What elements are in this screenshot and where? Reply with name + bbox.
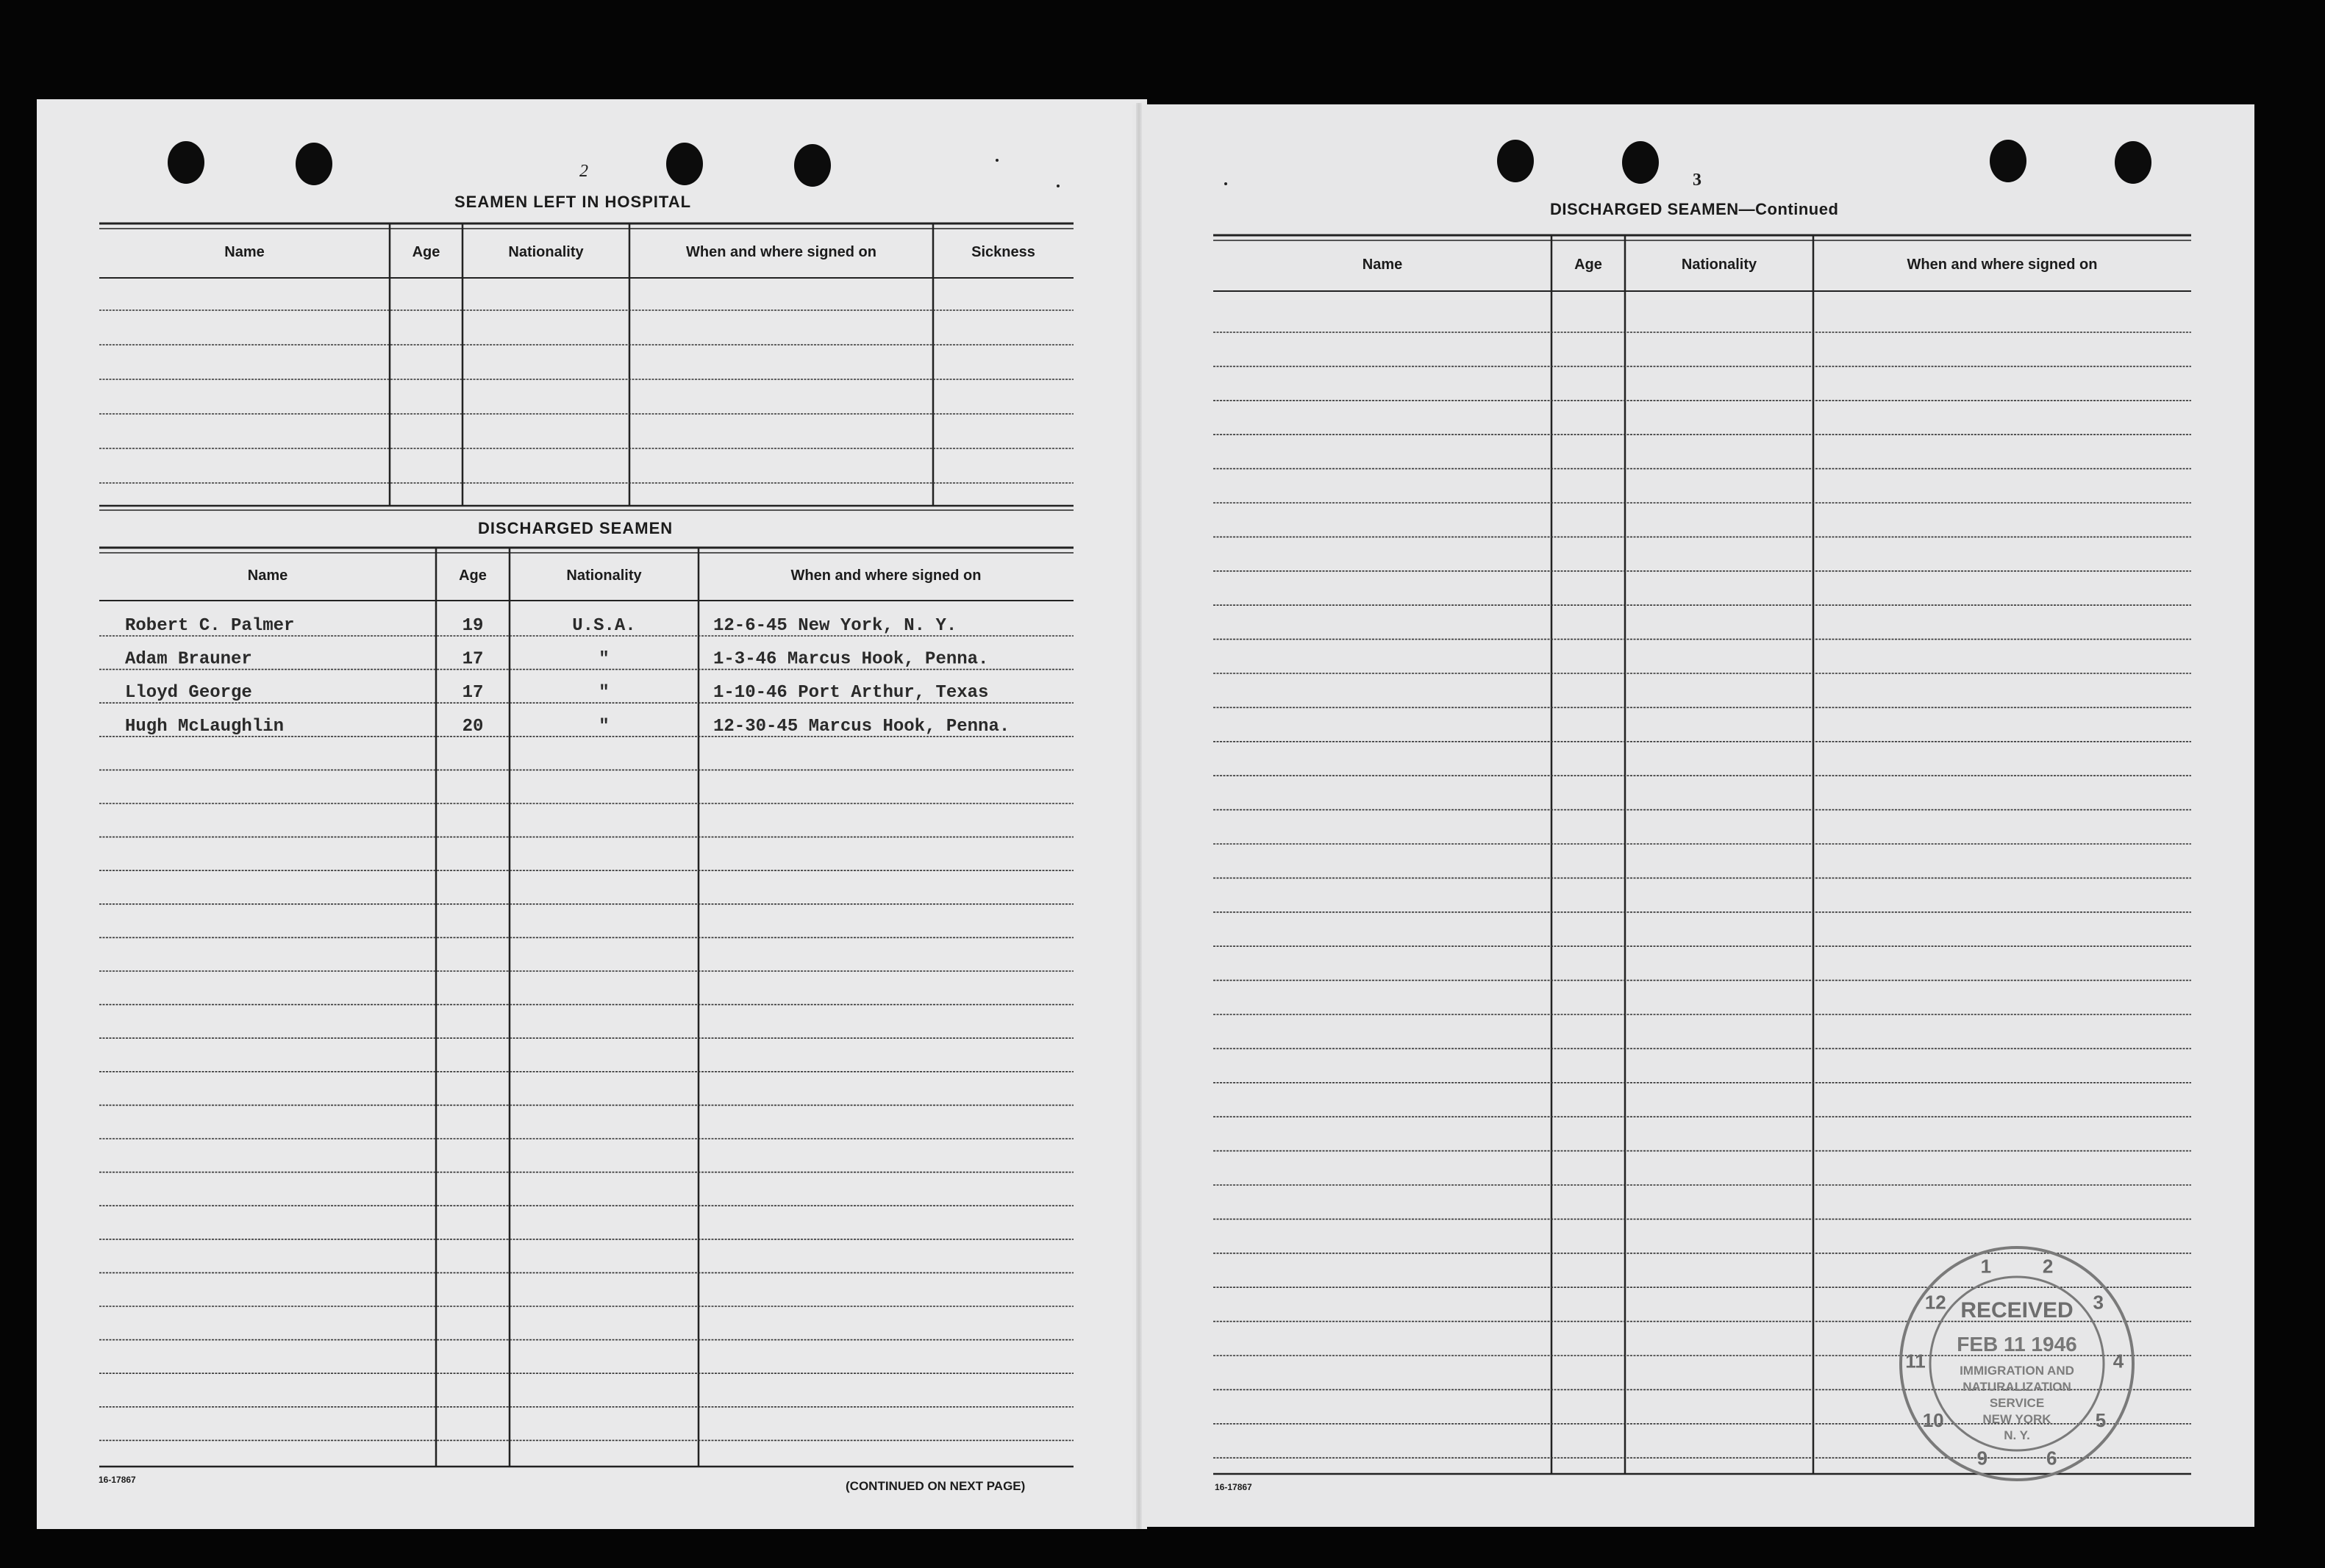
column-header: Nationality xyxy=(566,568,642,584)
seaman-name: Adam Brauner xyxy=(125,649,252,670)
seaman-signed-on: 12-6-45 New York, N. Y. xyxy=(713,616,957,636)
stamp-ring-number: 4 xyxy=(2112,1350,2124,1372)
table-row xyxy=(125,650,988,670)
stamp-ring-number: 10 xyxy=(1922,1409,1944,1432)
stamp-agency-line: NATURALIZATION xyxy=(1963,1380,2071,1394)
stamp-agency-line: SERVICE xyxy=(1989,1396,2045,1410)
page-fold xyxy=(1136,103,1142,1529)
table-row xyxy=(125,683,988,703)
discharged-table xyxy=(99,548,1074,1470)
continued-note: (CONTINUED ON NEXT PAGE) xyxy=(846,1479,1026,1493)
seaman-signed-on: 1-3-46 Marcus Hook, Penna. xyxy=(713,649,989,670)
stamp-ring-number: 3 xyxy=(2093,1291,2104,1314)
column-header: Sickness xyxy=(971,244,1035,260)
column-header: Name xyxy=(224,244,265,260)
page-number: 3 xyxy=(1693,171,1701,190)
table-row xyxy=(125,616,957,636)
table-row xyxy=(125,717,1010,737)
punch-hole xyxy=(296,143,332,185)
seaman-nationality: " xyxy=(599,649,610,670)
right-page-title: DISCHARGED SEAMEN—Continued xyxy=(1550,200,1839,218)
column-header: Age xyxy=(412,244,440,260)
stamp-ring-number: 2 xyxy=(2042,1255,2054,1278)
stamp-agency-line: NEW YORK xyxy=(1982,1412,2051,1426)
form-number: 16-17867 xyxy=(99,1475,136,1485)
punch-hole xyxy=(2115,141,2151,184)
column-header: Name xyxy=(247,568,288,584)
punch-hole xyxy=(168,141,204,184)
punch-hole xyxy=(666,143,703,185)
punch-hole xyxy=(794,144,831,187)
hospital-table xyxy=(99,223,1074,510)
speck xyxy=(1224,182,1227,185)
column-header: Age xyxy=(459,568,487,584)
speck xyxy=(1057,185,1060,187)
column-header: When and where signed on xyxy=(1907,257,2098,273)
seaman-signed-on: 12-30-45 Marcus Hook, Penna. xyxy=(713,716,1010,737)
punch-hole xyxy=(1622,141,1659,184)
seaman-signed-on: 1-10-46 Port Arthur, Texas xyxy=(713,683,989,704)
stamp-agency-line: IMMIGRATION AND xyxy=(1960,1364,2074,1378)
seaman-age: 20 xyxy=(462,716,484,737)
stamp-agency xyxy=(1960,1364,2074,1442)
hospital-section-title: SEAMEN LEFT IN HOSPITAL xyxy=(454,193,692,211)
seaman-nationality: U.S.A. xyxy=(572,616,636,636)
column-header: When and where signed on xyxy=(790,568,982,584)
stamp-date: FEB 11 1946 xyxy=(1957,1333,2077,1356)
seaman-name: Lloyd George xyxy=(125,683,252,704)
column-header: Nationality xyxy=(1681,257,1757,273)
stamp-ring-number: 6 xyxy=(2046,1447,2057,1469)
form-number: 16-17867 xyxy=(1215,1482,1252,1492)
stamp-agency-line: N. Y. xyxy=(2004,1428,2030,1442)
seaman-age: 19 xyxy=(462,616,484,636)
seaman-age: 17 xyxy=(462,649,484,670)
seaman-nationality: " xyxy=(599,683,610,704)
stamp-ring-number: 1 xyxy=(1980,1255,1992,1278)
column-header: Name xyxy=(1362,257,1403,273)
seaman-age: 17 xyxy=(462,683,484,704)
received-stamp xyxy=(1896,1242,2138,1485)
column-header: Nationality xyxy=(508,244,584,260)
punch-hole xyxy=(1990,140,2026,182)
seaman-name: Hugh McLaughlin xyxy=(125,716,285,737)
stamp-ring-number: 11 xyxy=(1905,1350,1926,1372)
discharged-section-title: DISCHARGED SEAMEN xyxy=(478,519,674,537)
seaman-name: Robert C. Palmer xyxy=(125,616,295,636)
stamp-ring-number: 12 xyxy=(1924,1291,1946,1314)
speck xyxy=(996,159,999,162)
punch-hole xyxy=(1497,140,1534,182)
stamp-label: RECEIVED xyxy=(1960,1298,2074,1322)
column-header: When and where signed on xyxy=(686,244,876,260)
seaman-nationality: " xyxy=(599,716,610,737)
stamp-ring-number: 5 xyxy=(2095,1409,2107,1432)
column-header: Age xyxy=(1574,257,1602,273)
stamp-ring-number: 9 xyxy=(1976,1447,1988,1469)
page-number: 2 xyxy=(579,162,588,181)
